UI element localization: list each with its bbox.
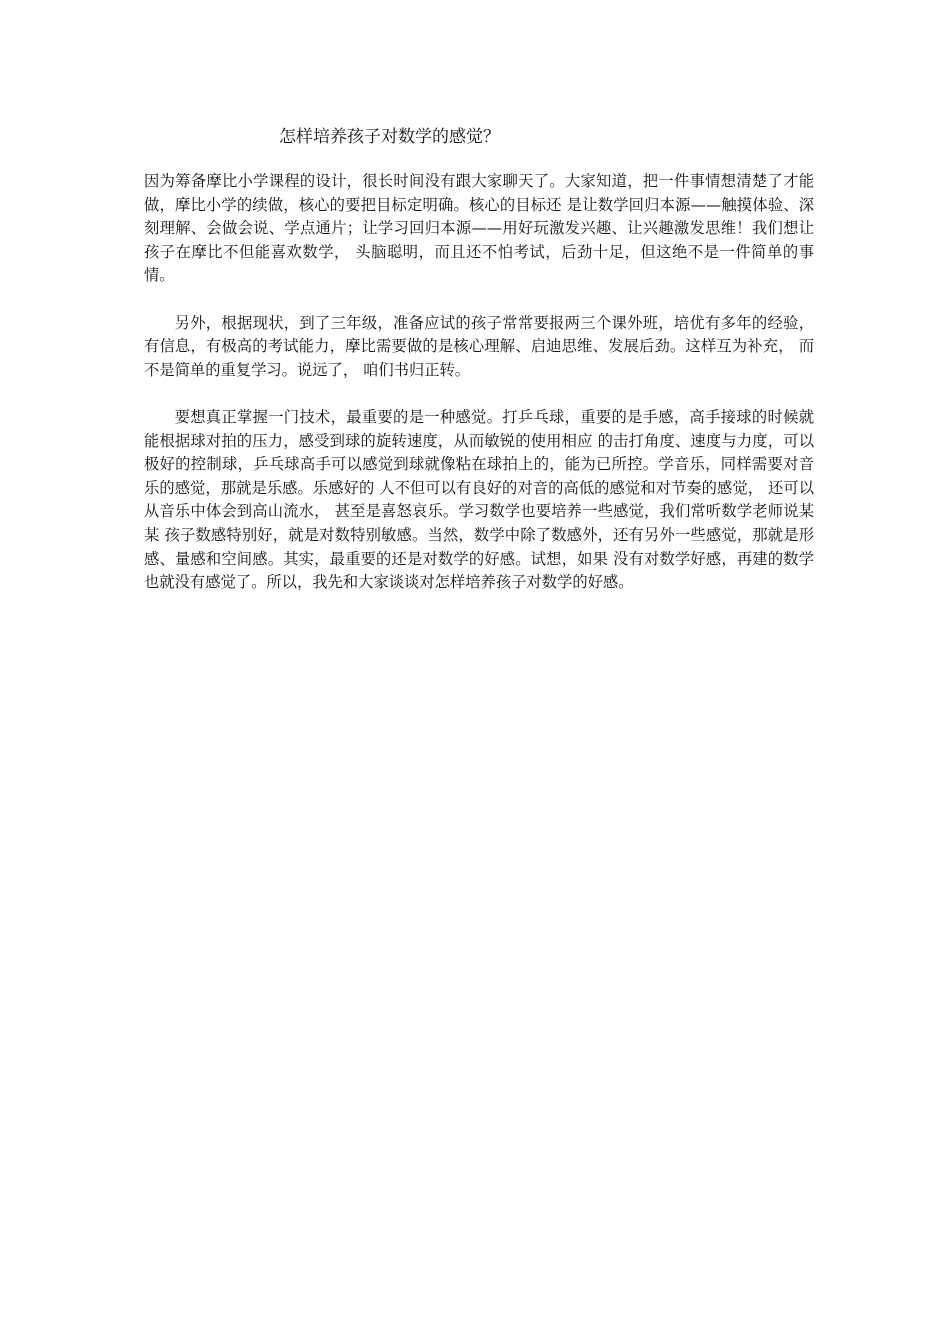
document-title: 怎样培养孩子对数学的感觉？ <box>279 127 500 147</box>
paragraph-2: 另外，根据现状，到了三年级，准备应试的孩子常常要报两三个课外班，培优有多年的经验，有信息，有极高的考试能力，摩比需要做的是核心理解、启迪思维、发展后劲。这样互为补充， 而不是简单的重复学习。说远了， 咱们书归正转。 <box>144 313 814 379</box>
paragraph-3: 要想真正掌握一门技术，最重要的是一种感觉。打乒乓球，重要的是手感，高手接球的时候就能根据球对拍的压力，感受到球的旋转速度，从而敏锐的使用相应 的击打角度、速度与力度，可以极好的控制球，乒乓球高手可以感觉到球就像粘在球拍上的，能为已所控。学音乐，同样需要对音乐的感觉，那就是乐感。乐感好的 人不但可以有良好的对音的高低的感觉和对节奏的感觉， 还可以从音乐中体会到高山流水， 甚至是喜怒哀乐。学习数学也要培养一些感觉，我们常听数学老师说某某 孩子数感特别好，就是对数特别敏感。当然，数学中除了数感外，还有另外一些感觉，那就是形感、量感和空间感。其实，最重要的还是对数学的好感。试想，如果 没有对数学好感，再建的数学也就没有感觉了。所以，我先和大家谈谈对怎样培养孩子对数学的好感。 <box>144 407 814 592</box>
paragraph-1: 因为筹备摩比小学课程的设计，很长时间没有跟大家聊天了。大家知道，把一件事情想清楚了才能做，摩比小学的续做，核心的要把目标定明确。核心的目标还 是让数学回归本源——触摸体验、深刻理解、会做会说、学点通片；让学习回归本源——用好玩激发兴趣、让兴趣激发思维！我们想让孩子在摩比不但能喜欢数学， 头脑聪明，而且还不怕考试，后劲十足，但这绝不是一件简单的事情。 <box>144 172 814 285</box>
document-body <box>144 170 814 618</box>
